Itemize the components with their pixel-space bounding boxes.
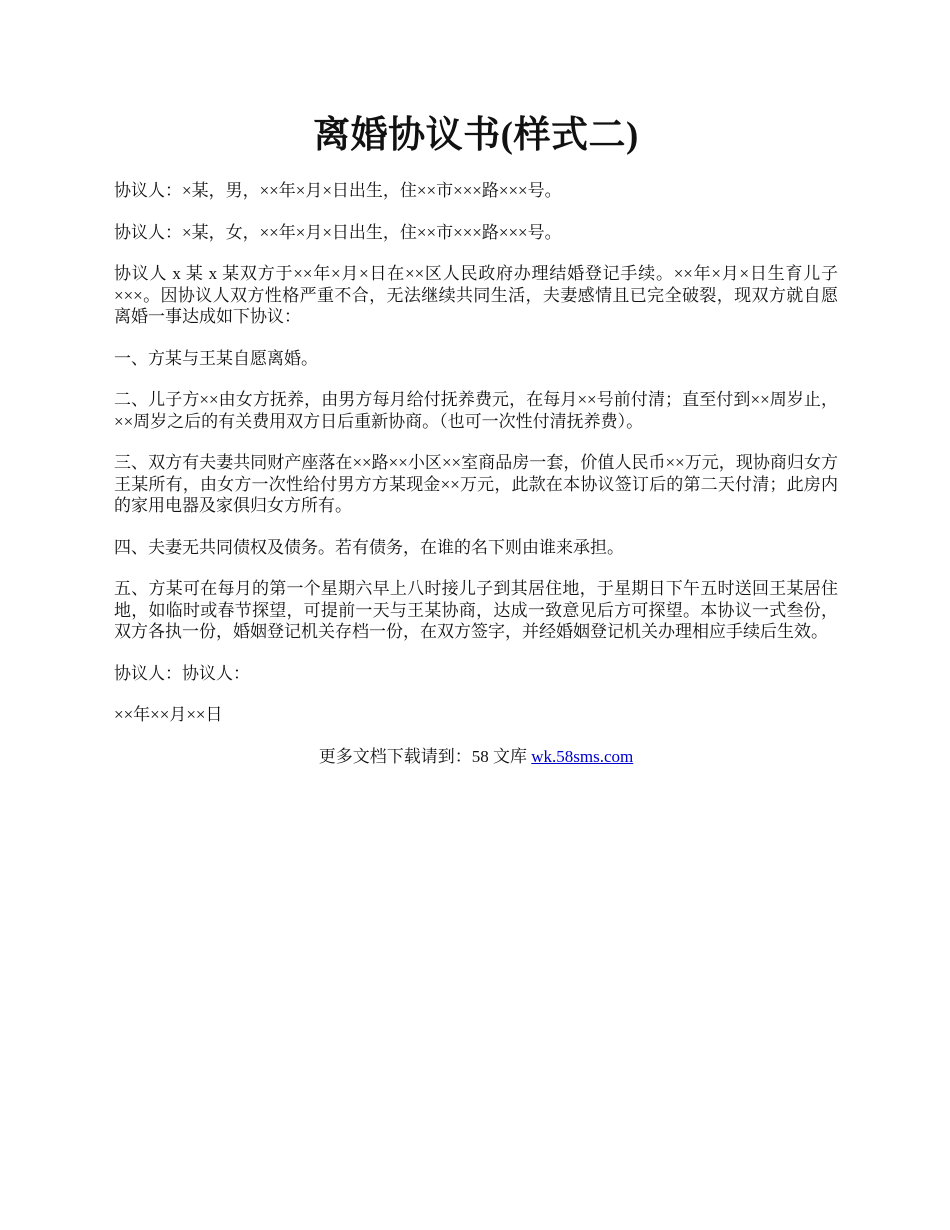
preamble-paragraph: 协议人 x 某 x 某双方于××年×月×日在××区人民政府办理结婚登记手续。××年×月×日生育儿子×××。因协议人双方性格严重不合，无法继续共同生活，夫妻感情且已完全破裂，现双方就自愿离婚一事达成如下协议： (114, 264, 838, 326)
footer-text: 更多文档下载请到：58 文库 (318, 746, 532, 766)
date-line: ××年××月××日 (114, 705, 223, 724)
clause-two-paragraph: 二、儿子方××由女方抚养，由男方每月给付抚养费元，在每月××号前付清；直至付到××周岁止，××周岁之后的有关费用双方日后重新协商。（也可一次性付清抚养费）。 (114, 390, 838, 431)
footer-download-note (114, 746, 838, 768)
clause-three-paragraph: 三、双方有夫妻共同财产座落在××路××小区××室商品房一套，价值人民币××万元，现协商归女方王某所有，由女方一次性给付男方方某现金××万元，此款在本协议签订后的第二天付清；此房内的家用电器及家俱归女方所有。 (114, 453, 838, 515)
party-two-paragraph: 协议人：×某，女，××年×月×日出生，住××市×××路×××号。 (114, 222, 562, 242)
clause-five-paragraph: 五、方某可在每月的第一个星期六早上八时接儿子到其居住地，于星期日下午五时送回王某居住地，如临时或春节探望，可提前一天与王某协商，达成一致意见后方可探望。本协议一式叁份，双方各执一份，婚姻登记机关存档一份，在双方签字，并经婚姻登记机关办理相应手续后生效。 (114, 579, 838, 641)
party-one-paragraph: 协议人：×某，男，××年×月×日出生，住××市×××路×××号。 (114, 181, 562, 200)
document-title: 离婚协议书(样式二) (313, 115, 639, 156)
clause-one-paragraph: 一、方某与王某自愿离婚。 (114, 348, 318, 368)
signature-line: 协议人：协议人： (114, 663, 250, 683)
clause-four-paragraph: 四、夫妻无共同债权及债务。若有债务，在谁的名下则由谁来承担。 (114, 537, 624, 557)
document-page (114, 110, 838, 768)
footer-link[interactable]: wk.58sms.com (531, 746, 634, 766)
